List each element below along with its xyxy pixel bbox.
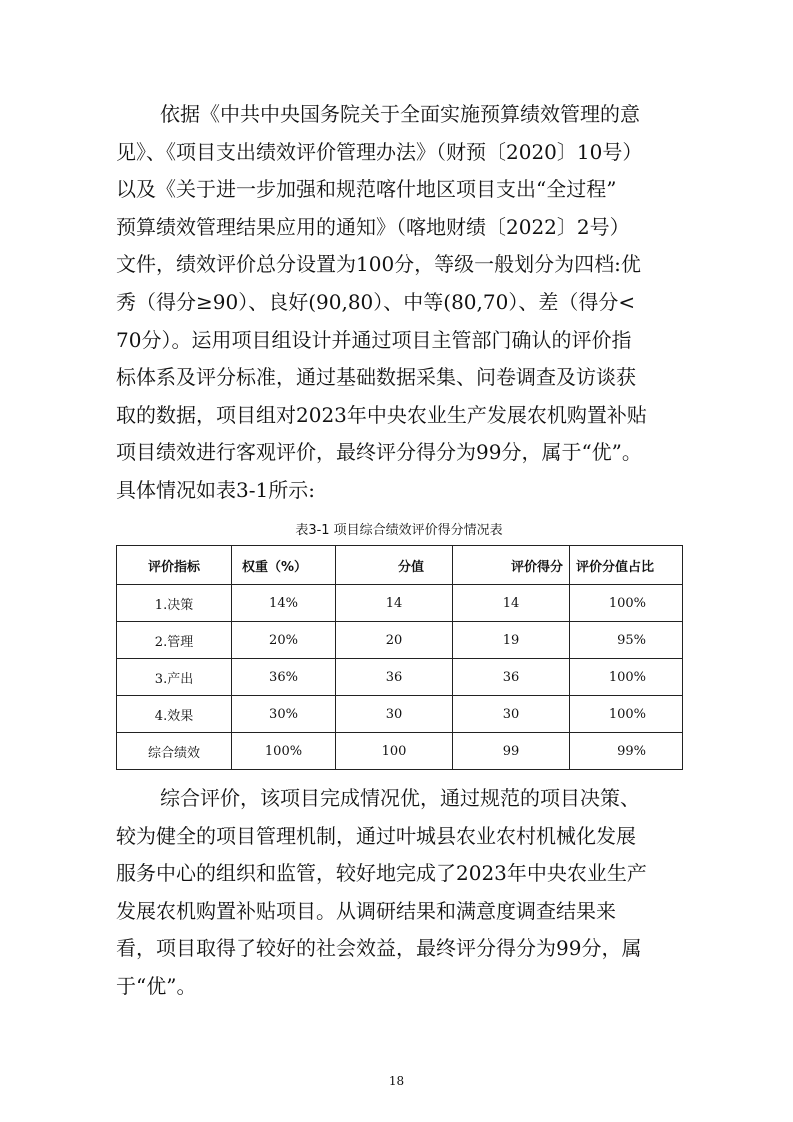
cell-ratio: 95% bbox=[570, 622, 683, 659]
paragraph-line: 以及《关于进一步加强和规范喀什地区项目支出“全过程” bbox=[116, 177, 617, 202]
score-table bbox=[116, 545, 683, 770]
paragraph-line: 项目绩效进行客观评价，最终评分得分为99分，属于“优”。 bbox=[116, 440, 642, 465]
cell-weight: 20% bbox=[232, 622, 336, 659]
paragraph-line: 综合评价，该项目完成情况优，通过规范的项目决策、 bbox=[160, 786, 640, 810]
cell-weight: 14% bbox=[232, 585, 336, 622]
header-indicator: 评价指标 bbox=[117, 546, 232, 585]
cell-weight: 100% bbox=[232, 733, 336, 770]
cell-ratio: 100% bbox=[570, 585, 683, 622]
cell-ratio: 99% bbox=[570, 733, 683, 770]
cell-obtained: 99 bbox=[453, 733, 570, 770]
body-paragraph-evaluation-basis bbox=[116, 96, 682, 510]
cell-obtained: 36 bbox=[453, 659, 570, 696]
cell-obtained: 19 bbox=[453, 622, 570, 659]
paragraph-line: 预算绩效管理结果应用的通知》（喀地财绩〔2022〕2号） bbox=[116, 214, 630, 239]
header-score: 分值 bbox=[336, 546, 453, 585]
paragraph-line: 70分）。运用项目组设计并通过项目主管部门确认的评价指 bbox=[116, 327, 632, 352]
table-row bbox=[117, 585, 683, 622]
header-ratio: 评价分值占比 bbox=[570, 546, 683, 585]
body-paragraph-overall-evaluation bbox=[116, 780, 682, 1006]
cell-indicator: 1.决策 bbox=[117, 585, 232, 622]
table-caption: 表3-1 项目综合绩效评价得分情况表 bbox=[295, 523, 503, 538]
cell-weight: 36% bbox=[232, 659, 336, 696]
paragraph-line: 依据《中共中央国务院关于全面实施预算绩效管理的意 bbox=[160, 102, 640, 126]
cell-ratio: 100% bbox=[570, 659, 683, 696]
paragraph-line: 发展农机购置补贴项目。从调研结果和满意度调查结果来 bbox=[116, 898, 616, 923]
cell-obtained: 30 bbox=[453, 696, 570, 733]
header-obtained: 评价得分 bbox=[453, 546, 570, 585]
table-row bbox=[117, 622, 683, 659]
cell-weight: 30% bbox=[232, 696, 336, 733]
cell-ratio: 100% bbox=[570, 696, 683, 733]
cell-score: 36 bbox=[336, 659, 453, 696]
paragraph-line: 于“优”。 bbox=[116, 973, 197, 998]
paragraph-line: 具体情况如表3-1所示: bbox=[116, 477, 315, 502]
paragraph-line: 看，项目取得了较好的社会效益，最终评分得分为99分，属 bbox=[116, 936, 642, 961]
cell-indicator: 综合绩效 bbox=[117, 733, 232, 770]
cell-indicator: 2.管理 bbox=[117, 622, 232, 659]
header-weight: 权重（%） bbox=[232, 546, 336, 585]
paragraph-line: 标体系及评分标准，通过基础数据采集、问卷调查及访谈获 bbox=[116, 365, 636, 390]
paragraph-line: 见》、《项目支出绩效评价管理办法》（财预〔2020〕10号） bbox=[116, 139, 643, 164]
table-row-total bbox=[117, 733, 683, 770]
paragraph-line: 较为健全的项目管理机制，通过叶城县农业农村机械化发展 bbox=[116, 823, 636, 848]
cell-score: 14 bbox=[336, 585, 453, 622]
cell-score: 20 bbox=[336, 622, 453, 659]
paragraph-line: 文件，绩效评价总分设置为100分，等级一般划分为四档:优 bbox=[116, 252, 641, 277]
table-header-row bbox=[117, 546, 683, 585]
cell-score: 30 bbox=[336, 696, 453, 733]
paragraph-line: 服务中心的组织和监管，较好地完成了2023年中央农业生产 bbox=[116, 861, 647, 886]
table-row bbox=[117, 659, 683, 696]
cell-indicator: 3.产出 bbox=[117, 659, 232, 696]
paragraph-line: 取的数据，项目组对2023年中央农业生产发展农机购置补贴 bbox=[116, 402, 647, 427]
page-number: 18 bbox=[388, 1074, 405, 1088]
cell-indicator: 4.效果 bbox=[117, 696, 232, 733]
table-row bbox=[117, 696, 683, 733]
cell-score: 100 bbox=[336, 733, 453, 770]
paragraph-line: 秀（得分≥90）、良好(90,80）、中等(80,70）、差（得分< bbox=[116, 289, 636, 314]
cell-obtained: 14 bbox=[453, 585, 570, 622]
